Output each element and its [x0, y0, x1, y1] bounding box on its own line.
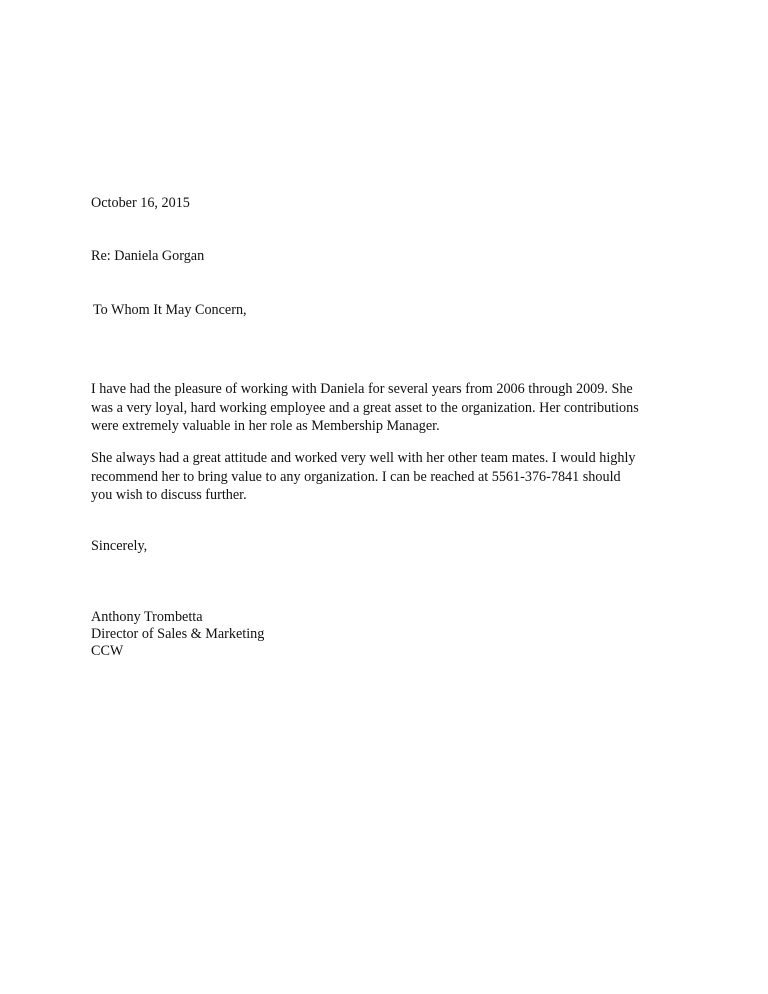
paragraph-line: were extremely valuable in her role as Membership Manager. [91, 418, 440, 434]
signature-title: Director of Sales & Marketing [91, 626, 265, 642]
signature-company: CCW [91, 643, 124, 659]
salutation: To Whom It May Concern, [93, 302, 247, 318]
body-paragraph-1 [91, 380, 681, 436]
paragraph-line: recommend her to bring value to any organization. I can be reached at 5561-376-7841 should [91, 468, 621, 485]
signature-name: Anthony Trombetta [91, 609, 203, 625]
paragraph-line: She always had a great attitude and worked very well with her other team mates. I would highly [91, 450, 636, 466]
paragraph-line: I have had the pleasure of working with Daniela for several years from 2006 through 2009. She [91, 381, 633, 397]
letter-date: October 16, 2015 [91, 195, 190, 211]
re-line: Re: Daniela Gorgan [91, 248, 205, 264]
body-paragraph-2 [91, 449, 681, 505]
paragraph-line: you wish to discuss further. [91, 487, 247, 503]
paragraph-line: was a very loyal, hard working employee and a great asset to the organization. Her contributions [91, 399, 639, 416]
closing: Sincerely, [91, 538, 148, 554]
